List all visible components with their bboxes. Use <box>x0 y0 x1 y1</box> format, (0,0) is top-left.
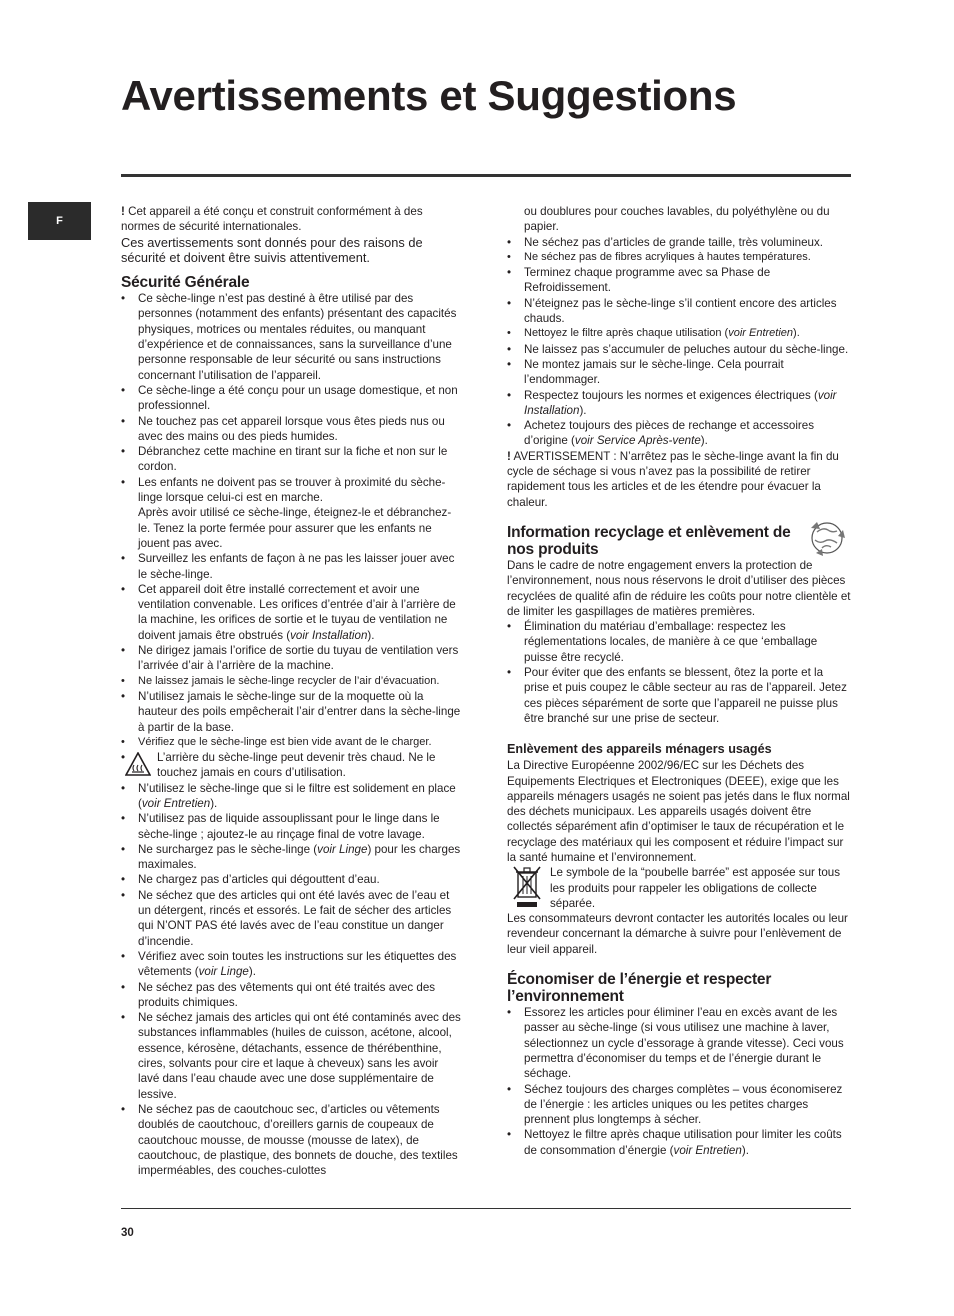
list-item: • Élimination du matériau d’emballage: respectez les réglementations locales, de manière à ce que ‘emballage puisse être recyclé. <box>507 619 851 665</box>
cross-reference: voir Entretien <box>728 327 794 340</box>
list-item: • Ne séchez que des articles qui ont été lavés avec de l’eau et un détergent, rincés et essorés. Le fait de sécher des articles qui N’ONT PAS été lavés avec de l’eau constitue un danger d’incendie. <box>121 888 461 949</box>
list-item: • Ne séchez pas d’articles de grande taille, très volumineux. <box>507 235 851 250</box>
list-item-text: Les enfants ne doivent pas se trouver à proximité du sèche-linge lorsque celui-ci est en marche. <box>138 475 446 505</box>
list-item <box>121 949 461 980</box>
list-item: • Terminez chaque programme avec sa Phase de Refroidissement. <box>507 265 851 296</box>
title-rule <box>121 174 851 177</box>
list-item: • N’utilisez pas de liquide assouplissant pour le linge dans le sèche-linge ; ajoutez-le au rinçage final de votre lavage. <box>121 811 461 842</box>
list-item-text: ). <box>367 628 375 642</box>
list-item: • Essorez les articles pour éliminer l’eau en excès avant de les passer au sèche-linge (si vous utilisez une machine à laver, sélectionnez un cycle d’essorage à grande vitesse). Ceci vous permettra d’économiser du temps et de l’énergie durant le séchage. <box>507 1005 851 1081</box>
list-item: • Ne séchez jamais des articles qui ont été contaminés avec des substances inflammables (huiles de cuisson, acétone, alcool, essence, kérosène, détachants, essence de thérébenthine, cires, solvants pour cire et laque à cheveux) sans les avoir lavé dans l’eau chaude avec une dose supplémentaire de lessive. <box>121 1010 461 1102</box>
page-title: Avertissements et Suggestions <box>121 72 737 119</box>
right-column <box>507 204 851 1158</box>
list-item: • Séchez toujours des charges complètes – vous économiserez de l’énergie : les articles uniques ou les petites charges prennent plus longtemps à sécher. <box>507 1082 851 1128</box>
list-item-text: ) pour les charges maximales. <box>138 842 461 872</box>
list-item-text: ). <box>579 403 587 417</box>
list-item-text: ). <box>210 796 218 810</box>
weee-symbol-block <box>507 865 851 911</box>
weee-symbol-text: Le symbole de la “poubelle barrée” est apposée sur tous les produits pour rappeler les obligations de collecte séparée. <box>550 866 841 910</box>
intro-paragraph <box>121 204 461 235</box>
cross-reference: voir Linge <box>317 842 368 856</box>
list-item: • Ce sèche-linge n’est pas destiné à être utilisé par des personnes (notamment des enfants) présentant des capacités physiques, motrices ou mentales réduites, ou manquant d’expérience et de connaissances, sans la surveillance d’une personne responsable de leur sécurité ou sans instructions concernant l’utilisation de l’appareil. <box>121 291 461 383</box>
list-item <box>507 326 851 341</box>
consumers-paragraph: Les consommateurs devront contacter les autorités locales ou leur revendeur concernant la démarche à suivre pour l’enlèvement de leur vieil appareil. <box>507 912 848 956</box>
list-item-text: ). <box>700 434 708 448</box>
recyclage-intro: Dans le cadre de notre engagement envers la protection de l’environnement, nous nous réservons le droit d’utiliser des pièces recyclées de qualité afin de réduire les coûts pour notre clientèle et de limiter les gaspillages de matières premières. <box>507 558 851 618</box>
list-item: • N’utilisez jamais le sèche-linge sur de la moquette où la hauteur des poils empêcherait l’air d’entrer dans la sèche-linge à partir de la base. <box>121 689 461 735</box>
enlevement-paragraph: La Directive Européenne 2002/96/EC sur les Déchets des Equipements Electriques et Electroniques (DEEE), exige que les appareils ménagers usagés ne soient pas jetés dans le flux normal des déchets municipaux. Les appareils usagés doivent être collectés séparément afin d’optimiser le taux de récupération et le recyclage des matériaux qui les composent et réduire l’impact sur la santé humaine et l’environnement. <box>507 759 850 864</box>
list-item <box>507 388 851 419</box>
recyclage-list <box>507 619 851 726</box>
list-item-text: ). <box>248 965 256 979</box>
hot-surface-warning-icon <box>125 752 151 776</box>
list-item: • Vérifiez que le sèche-linge est bien vide avant de le charger. <box>121 735 461 750</box>
list-item <box>507 418 851 449</box>
warning-mark: ! <box>507 449 511 463</box>
list-item: • Surveillez les enfants de façon à ne pas les laisser jouer avec le sèche-linge. <box>121 551 461 582</box>
securite-list <box>121 291 461 1178</box>
list-item-text: Après avoir utilisé ce sèche-linge, éteignez-le et débranchez-le. Tenez la porte fermée pour assurer que les enfants ne jouent pas avec. <box>138 506 452 550</box>
list-item: • Ne dirigez jamais l’orifice de sortie du tuyau de ventilation vers l’arrivée d’air à l’arrière de la machine. <box>121 643 461 674</box>
warning-mark: ! <box>121 205 125 218</box>
recycling-globe-icon <box>805 518 849 558</box>
list-item-text: N’utilisez le sèche-linge que si le filtre est solidement en place ( <box>138 781 456 810</box>
final-warning <box>507 449 851 510</box>
list-item-text: L’arrière du sèche-linge peut devenir très chaud. Ne le touchez jamais en cours d’utilisation. <box>157 751 436 780</box>
list-item: • Ne séchez pas de fibres acryliques à hautes températures. <box>507 250 851 265</box>
list-item: • Ce sèche-linge a été conçu pour un usage domestique, et non professionnel. <box>121 383 461 414</box>
list-item: • Ne montez jamais sur le sèche-linge. Cela pourrait l’endommager. <box>507 357 851 388</box>
language-tab: F <box>28 202 91 240</box>
section-heading-securite: Sécurité Générale <box>121 274 250 292</box>
list-item: • Ne laissez pas s’accumuler de peluches autour du sèche-linge. <box>507 342 851 357</box>
list-item-text: Respectez toujours les normes et exigences électriques ( <box>524 388 818 402</box>
section-heading-energie: Économiser de l’énergie et respecter l’environnement <box>507 971 772 1006</box>
recycle-heading-block <box>507 524 851 558</box>
page-number: 30 <box>121 1227 134 1239</box>
cross-reference: voir Installation <box>290 628 368 642</box>
list-item-hot-warning <box>121 750 461 781</box>
final-warning-text: AVERTISSEMENT : N’arrêtez pas le sèche-linge avant la fin du cycle de séchage si vous n’avez pas la possibilité de retirer rapidement tous les articles et de les étendre pour évacuer la chaleur. <box>507 449 839 509</box>
cross-reference: voir Entretien <box>673 1143 742 1157</box>
section-heading-recyclage: Information recyclage et enlèvement de nos produits <box>507 523 791 558</box>
list-item-continued: ou doublures pour couches lavables, du polyéthylène ou du papier. <box>524 205 830 234</box>
list-item: • Ne chargez pas d’articles qui dégouttent d’eau. <box>121 872 461 887</box>
list-item <box>121 842 461 873</box>
list-item-text: Vérifiez avec soin toutes les instructions sur les étiquettes des vêtements ( <box>138 949 457 979</box>
list-item-text: Nettoyez le filtre après chaque utilisation ( <box>524 327 729 340</box>
list-item-text: ). <box>793 327 800 340</box>
left-column <box>121 204 461 1178</box>
list-item <box>507 1127 851 1158</box>
section-heading-enlevement: Enlèvement des appareils ménagers usagés <box>507 742 772 757</box>
list-item-text: Achetez toujours des pièces de rechange et accessoires d’origine ( <box>524 419 815 448</box>
list-item: • Ne touchez pas cet appareil lorsque vous êtes pieds nus ou avec des mains ou des pieds humides. <box>121 414 461 445</box>
list-item <box>121 475 461 551</box>
intro-text: Cet appareil a été conçu et construit conformément à des normes de sécurité internationales. <box>121 205 423 234</box>
securite-list-continued <box>507 204 851 449</box>
list-item: • N’éteignez pas le sèche-linge s’il contient encore des articles chauds. <box>507 296 851 327</box>
list-item-text: Ne surchargez pas le sèche-linge ( <box>138 842 318 856</box>
cross-reference: voir Service Après-vente <box>574 434 701 448</box>
list-item-text: Cet appareil doit être installé correctement et avoir une ventilation convenable. Les orifices d’entrée d’air à l’arrière de la machine, les orifices de sortie et le tuyau de ventilation ne doivent jamais être obstrués ( <box>138 582 456 642</box>
list-item: • Ne laissez jamais le sèche-linge recycler de l’air d’évacuation. <box>121 674 461 689</box>
cross-reference: voir Installation <box>524 388 837 417</box>
list-item <box>121 781 461 812</box>
footer-rule <box>121 1208 851 1209</box>
list-item: • Pour éviter que des enfants se blessent, ôtez la porte et la prise et puis coupez le câble secteur au ras de l’appareil. Jetez ces pièces séparément de sorte que l’appareil ne puisse plus être branché sur une prise de secteur. <box>507 665 851 726</box>
list-item: • Débranchez cette machine en tirant sur la fiche et non sur le cordon. <box>121 444 461 475</box>
list-item: • Ne séchez pas des vêtements qui ont été traités avec des produits chimiques. <box>121 980 461 1011</box>
energie-list <box>507 1005 851 1158</box>
list-item <box>121 582 461 643</box>
intro-lead: Ces avertissements sont donnés pour des raisons de sécurité et doivent être suivis attentivement. <box>121 234 423 265</box>
list-item-text: Nettoyez le filtre après chaque utilisation pour limiter les coûts de consommation d’énergie ( <box>524 1128 842 1157</box>
list-item-text: ). <box>741 1143 749 1157</box>
cross-reference: voir Linge <box>198 965 249 979</box>
list-item: • Ne séchez pas de caoutchouc sec, d’articles ou vêtements doublés de caoutchouc, d’oreillers garnis de coupeaux de caoutchouc mousse, de mousse (mousse de latex), de caoutchouc, de plastique, des bonnets de douche, des textiles imperméables, des couches-culottes <box>121 1102 461 1178</box>
cross-reference: voir Entretien <box>141 796 211 810</box>
crossed-out-bin-icon <box>513 865 541 909</box>
